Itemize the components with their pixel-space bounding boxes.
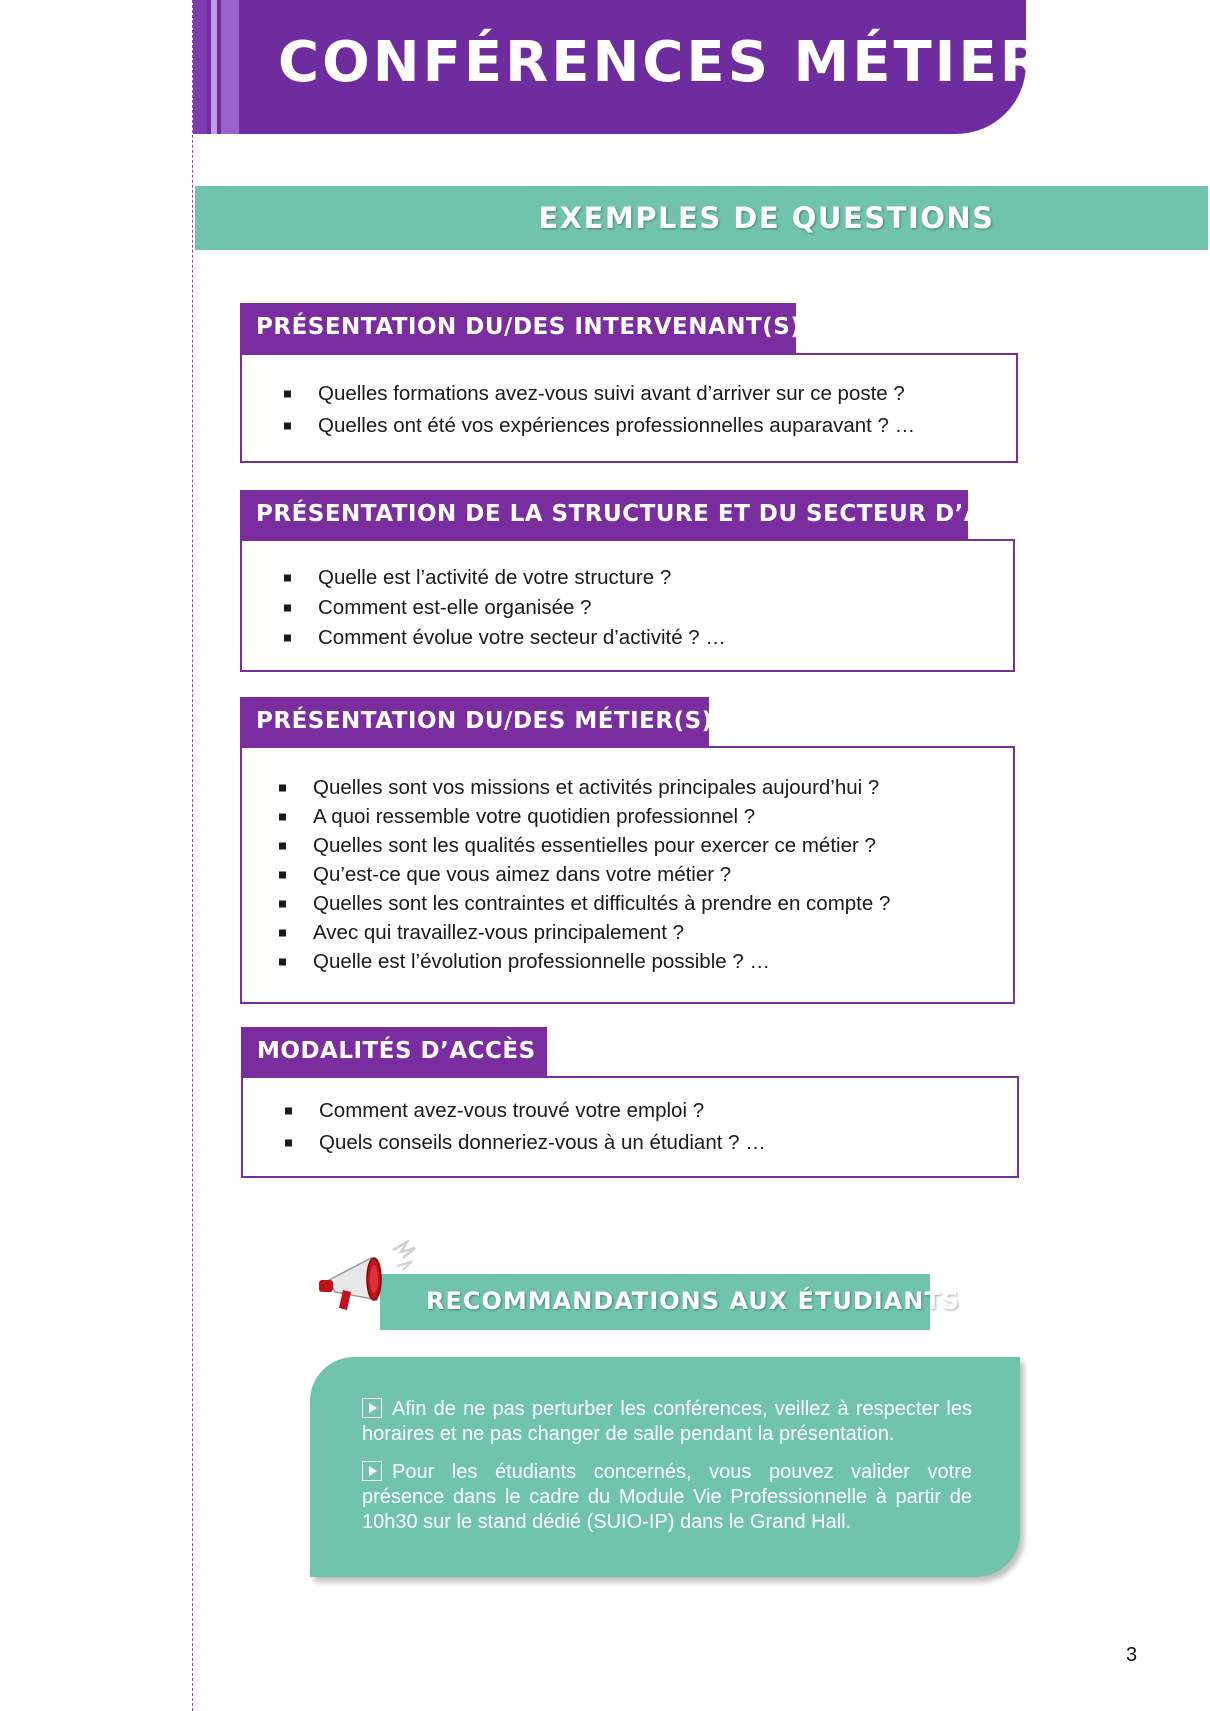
list-item: Quelles ont été vos expériences professionnelles auparavant ? … [284, 410, 915, 442]
list-item: Quelle est l’évolution professionnelle possible ? … [279, 947, 890, 976]
question-list [279, 773, 890, 976]
list-item: A quoi ressemble votre quotidien professionnel ? [279, 802, 890, 831]
block-title: PRÉSENTATION DU/DES MÉTIER(S) [240, 697, 709, 747]
list-item: Comment est-elle organisée ? [284, 593, 726, 623]
block-title: MODALITÉS D’ACCÈS [241, 1027, 547, 1077]
list-item: Qu’est-ce que vous aimez dans votre métier ? [279, 860, 890, 889]
list-item: Quelles formations avez-vous suivi avant d’arriver sur ce poste ? [284, 378, 915, 410]
recommendations-header-bar [380, 1274, 960, 1330]
recommendation-paragraph [362, 1460, 972, 1535]
banner-stripe [193, 0, 207, 134]
recommendation-text: Pour les étudiants concernés, vous pouvez valider votre présence dans le cadre du Module Vie Professionnelle à partir de 10h30 sur le stand dédié (SUIO-IP) dans le Grand Hall. [362, 1461, 972, 1533]
page-title: CONFÉRENCES MÉTIERS [278, 30, 1090, 95]
block-title: PRÉSENTATION DE LA STRUCTURE ET DU SECTEUR D’ACTIVITÉ [240, 490, 968, 540]
banner-stripe [221, 0, 239, 134]
list-item: Avec qui travaillez-vous principalement ? [279, 918, 890, 947]
banner-stripe [211, 0, 217, 134]
recommendation-paragraph [362, 1397, 972, 1447]
page-number: 3 [1126, 1644, 1138, 1666]
list-item: Quelles sont vos missions et activités principales aujourd’hui ? [279, 773, 890, 802]
list-item: Quels conseils donneriez-vous à un étudiant ? … [285, 1127, 766, 1159]
megaphone-icon [315, 1240, 430, 1320]
section-title: EXEMPLES DE QUESTIONS [538, 201, 995, 235]
list-item: Quelle est l’activité de votre structure ? [284, 563, 726, 593]
list-item: Comment évolue votre secteur d’activité ? … [284, 623, 726, 653]
list-item: Comment avez-vous trouvé votre emploi ? [285, 1095, 766, 1127]
question-list [284, 563, 726, 653]
question-list [284, 378, 915, 442]
list-item: Quelles sont les contraintes et difficultés à prendre en compte ? [279, 889, 890, 918]
recommendation-text: Afin de ne pas perturber les conférences, veillez à respecter les horaires et ne pas changer de salle pendant la présentation. [362, 1398, 972, 1445]
recommendations-title: RECOMMANDATIONS AUX ÉTUDIANTS [426, 1287, 960, 1315]
section-header-bar [195, 186, 1208, 250]
play-icon [362, 1398, 382, 1418]
question-list [285, 1095, 766, 1159]
list-item: Quelles sont les qualités essentielles pour exercer ce métier ? [279, 831, 890, 860]
margin-guide-line [192, 0, 193, 1711]
recommendations-box [310, 1357, 1020, 1577]
block-title: PRÉSENTATION DU/DES INTERVENANT(S) [240, 303, 796, 353]
play-icon [362, 1461, 382, 1481]
